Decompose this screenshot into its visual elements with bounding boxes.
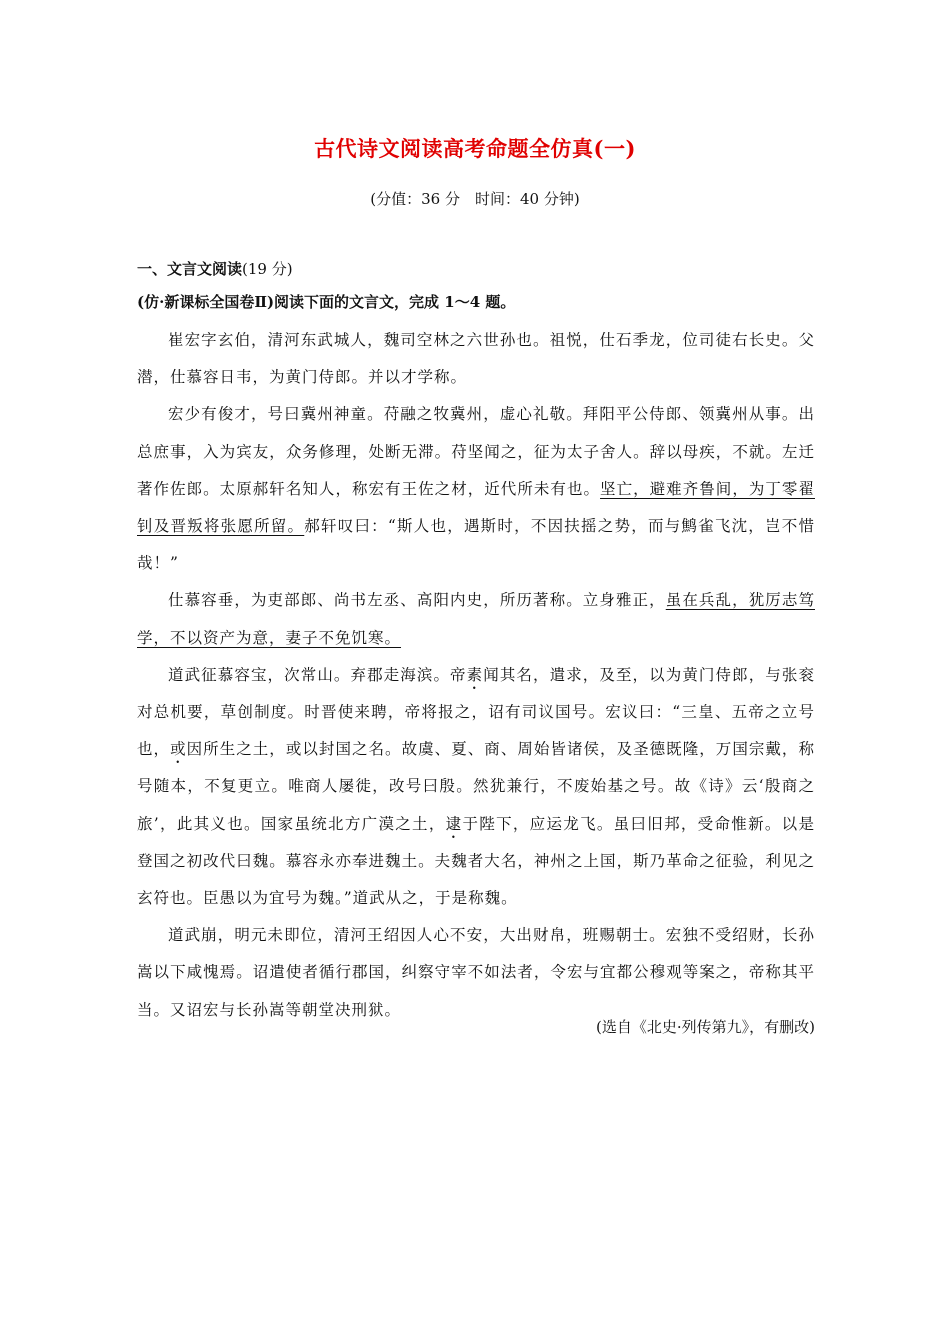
source-citation: (选自《北史·列传第九》，有删改) xyxy=(596,1018,815,1036)
section-instruction: (仿·新课标全国卷Ⅱ)阅读下面的文言文，完成 1～4 题。 xyxy=(137,293,516,311)
passage-text: 仕慕容垂，为吏部郎、尚书左丞、高阳内史，所历著称。立身雅正， xyxy=(168,591,666,610)
section-heading xyxy=(137,258,293,279)
passage-paragraph xyxy=(137,657,815,917)
dotted-character: 或 xyxy=(170,740,187,759)
passage-text: 宏少有俊才，号曰冀州神童。苻融之牧冀州，虚心礼敬。拜阳平公侍郎、领冀州从事。出总庶事，入为宾友，众务修理，处断无滞。苻坚闻之，征为太子舍人。辞以母疾，不就。左迁著作佐郎。太原郝轩名知人，称宏有王佐之材，近代所未有也。 xyxy=(137,405,815,498)
section-heading-text: 一、文言文阅读 xyxy=(137,260,243,278)
passage-text: 于陛下，应运龙飞。虽曰旧邦，受命惟新。以是登国之初改代曰魏。慕容永亦奉进魏土。夫魏者大名，神州之上国，斯乃革命之征验，利见之玄符也。臣愚以为宜号为魏。”道武从之，于是称魏。 xyxy=(137,814,815,908)
passage-paragraph xyxy=(137,582,815,656)
passage-text: 郝轩叹曰：“斯人也，遇斯时，不因扶摇之势，而与鹪雀飞沈，岂不惜哉！” xyxy=(137,517,815,573)
section-heading-score: (19 分) xyxy=(242,260,293,278)
passage-text: 闻其名，遣求，及至，以为黄门侍郎，与张衮对总机要，草创制度。时晋使来聘，帝将报之，诏有司议国号。宏议曰：“三皇、五帝之立号也， xyxy=(137,665,815,759)
document-title: 古代诗文阅读高考命题全仿真(一) xyxy=(314,136,636,161)
dotted-character: 素 xyxy=(466,665,484,684)
score-time-info: (分值：36 分 时间：40 分钟) xyxy=(370,190,580,208)
underlined-sentence: 虽在兵乱，犹厉志笃学，不以资产为意，妻子不免饥寒。 xyxy=(137,591,815,647)
passage xyxy=(137,322,815,1029)
passage-text: 道武征慕容宝，次常山。弃郡走海滨。帝 xyxy=(168,665,467,684)
passage-paragraph: 崔宏字玄伯，清河东武城人，魏司空林之六世孙也。祖悦，仕石季龙，位司徒右长史。父潜，仕慕容日韦，为黄门侍郎。并以才学称。 xyxy=(137,331,815,387)
dotted-character: 逮 xyxy=(445,814,463,833)
underlined-sentence: 坚亡，避难齐鲁间，为丁零翟钊及晋叛将张愿所留。 xyxy=(137,479,815,536)
passage-paragraph xyxy=(137,396,815,582)
passage-paragraph: 道武崩，明元未即位，清河王绍因人心不安，大出财帛，班赐朝士。宏独不受绍财，长孙嵩以下咸愧焉。诏遣使者循行郡国，纠察守宰不如法者，令宏与宜都公穆观等案之，帝称其平当。又诏宏与长孙嵩等朝堂决刑狱。 xyxy=(137,926,815,1019)
passage-text: 因所生之土，或以封国之名。故虞、夏、商、周始皆诸侯，及圣德既隆，万国宗戴，称号随本，不复更立。唯商人屡徙，改号曰殷。然犹兼行，不废始基之号。故《诗》云‘殷商之旅’，此其义也。国家虽统北方广漠之土， xyxy=(137,740,815,833)
